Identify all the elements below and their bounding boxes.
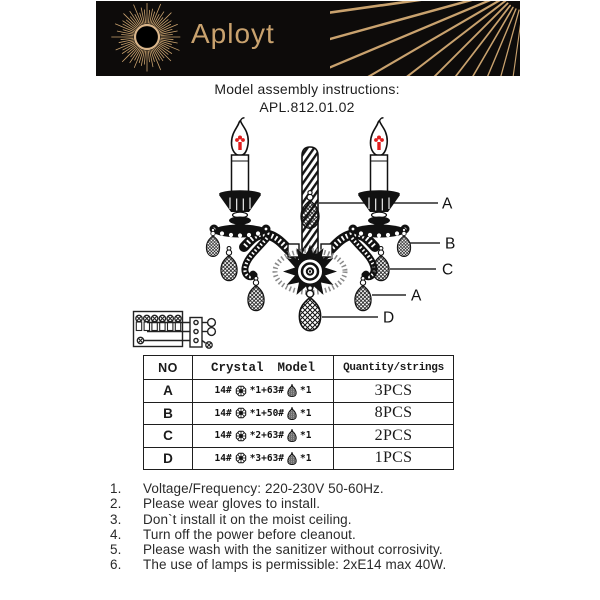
quantity-cell: 2PCS [334, 425, 454, 448]
drop-crystal-icon [287, 452, 297, 466]
quantity-cell: 1PCS [334, 447, 454, 470]
sunburst-logo-icon [96, 1, 206, 76]
col-quantity: Quantity/strings [334, 356, 454, 380]
table-header-row [144, 356, 454, 380]
label-a2: A [411, 287, 422, 305]
drop-crystal-icon [287, 384, 297, 398]
instruction-item: Please wash with the sanitizer without corrosivity. [143, 542, 443, 558]
label-c: C [442, 261, 454, 279]
right-candle [349, 118, 410, 238]
crystal-spec-cell: 14# *2+63# *1 [193, 425, 334, 448]
label-b: B [445, 235, 456, 253]
instructions-list [110, 481, 550, 573]
table-row [144, 402, 454, 425]
col-no: NO [144, 356, 193, 380]
label-d: D [383, 309, 395, 327]
ground-screw-icon [137, 337, 143, 343]
drop-crystal-icon [287, 407, 297, 421]
drop-crystal-icon [287, 429, 297, 443]
bead-crystal-icon [235, 385, 247, 397]
right-low-drop-a [355, 276, 371, 310]
row-letter: B [144, 402, 193, 425]
brand-header [96, 1, 520, 76]
instruction-item: Don`t install it on the moist ceiling. [143, 511, 352, 527]
output-screw-icon [206, 342, 212, 348]
wiring-diagram [126, 303, 246, 355]
row-letter: D [144, 447, 193, 470]
ray-fan-decoration [330, 1, 520, 76]
table-row [144, 447, 454, 470]
instruction-item: Voltage/Frequency: 220-230V 50-60Hz. [143, 481, 384, 496]
brand-name: Aployt [191, 18, 275, 49]
col-model-label: Model [277, 360, 315, 375]
left-mid-drop [221, 246, 237, 280]
table-row [144, 380, 454, 403]
instruction-item: Turn off the power before cleanout. [143, 526, 356, 542]
crystal-spec-cell: 14# *1+63# *1 [193, 380, 334, 403]
row-letter: A [144, 380, 193, 403]
quantity-cell: 3PCS [334, 380, 454, 403]
star-center-dot [309, 270, 311, 272]
col-crystal-model [193, 356, 334, 380]
instruction-item: Please wear gloves to install. [143, 496, 321, 512]
bead-crystal-icon [235, 452, 247, 464]
model-number: APL.812.01.02 [259, 99, 355, 115]
bead-crystal-icon [235, 407, 247, 419]
table-row [144, 425, 454, 448]
label-a1: A [442, 195, 453, 213]
left-low-drop [248, 276, 264, 310]
row-letter: C [144, 425, 193, 448]
crystal-spec-cell: 14# *1+50# *1 [193, 402, 334, 425]
instruction-item: The use of lamps is permissible: 2xE14 max 40W. [143, 557, 447, 573]
parts-table [143, 355, 454, 470]
crystal-spec-cell: 14# *3+63# *1 [193, 447, 334, 470]
sheet-title: Model assembly instructions: [214, 81, 400, 97]
quantity-cell: 8PCS [334, 402, 454, 425]
col-crystal-label: Crystal [211, 360, 264, 375]
bead-crystal-icon [235, 430, 247, 442]
left-candle [210, 118, 271, 238]
